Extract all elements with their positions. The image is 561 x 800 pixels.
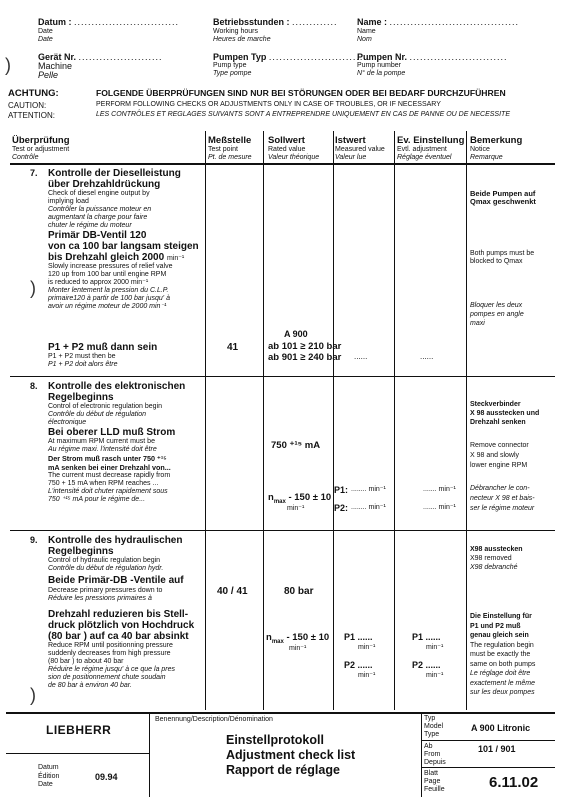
section-9-soll-unit: min⁻¹ (289, 645, 307, 652)
name-label: Name : ..................................... (357, 17, 520, 27)
ab-label: Ab From Depuis (424, 743, 446, 766)
section-8-p1-label: P1: (334, 485, 349, 495)
geraet-label: Gerät Nr. ........................ (38, 52, 163, 62)
section-9-einst-p2-unit: min⁻¹ (426, 672, 444, 679)
footer-divider-2 (421, 712, 422, 797)
section-9-messstelle: 40 / 41 (217, 586, 248, 597)
section-8-bemerkung-en: Remove connector X 98 and slowly lower engine RPM (470, 442, 529, 469)
section-9-ist-p1-unit: min⁻¹ (358, 644, 376, 651)
attention-text: LES CONTRÔLES ET REGLAGES SUIVANTS SONT A ENTREPRENDRE UNIQUEMENT EN CAS DE PANNE OU DE NECESSITE (96, 111, 510, 118)
datum-footer-label: Datum Édition Date (38, 764, 60, 788)
section-7-soll-model: A 900 (284, 329, 308, 339)
section-8-einst-p2[interactable]: ....... min⁻¹ (423, 504, 456, 511)
section-8-soll-unit: min⁻¹ (287, 505, 305, 512)
section-9-text: Kontrolle des hydraulischen Regelbeginns Control of hydraulic regulation begin Contrôle du début de régulation hydr. Beide Primär-DB -Ventile auf Decrease primary pressures down to Réduire les pressions primaires à Drehzahl reduzieren bis Stell- druck plötzlich von Hochdruck (80 bar ) auf ca 40 bar absinkt Reduce RPM until positionning pressure suddenly decreases from high pressure (80 bar ) to about 40 bar Réduire le régime jusqu' à ce que la pres sion de positionnement chute soudain de 80 bar à environ 40 bar. (48, 535, 195, 689)
liebherr-logo: LIEBHERR (46, 723, 112, 737)
section-9-ist-p2[interactable]: P2 ...... (344, 660, 373, 670)
section-8-soll-ma: 750 ⁺¹⁵ mA (271, 440, 321, 451)
col-divider-2 (263, 131, 264, 710)
pumpentyp-label: Pumpen Typ ............................. (213, 52, 371, 62)
section-8-number: 8. (30, 381, 38, 391)
footer-ab-rule (421, 767, 555, 768)
section-9-einst-p1[interactable]: P1 ...... (412, 632, 441, 642)
section-divider-8-9 (10, 530, 555, 531)
section-7-result: P1 + P2 muß dann sein P1 + P2 must then be P1 + P2 doit alors être (48, 342, 158, 368)
col-divider-1 (205, 131, 206, 710)
pumpentyp-fr: Type pompe (213, 70, 252, 77)
section-8-soll-n: $n_{max} - 150 \pm 10$ (268, 492, 332, 505)
section-9-einst-p2[interactable]: P2 ...... (412, 660, 441, 670)
col-messstelle: Meßstelle Test point Pt. de mesure (208, 135, 252, 161)
pumpennr-fr: N° de la pompe (357, 70, 406, 77)
section-9-soll-bar: 80 bar (284, 586, 314, 597)
col-divider-3 (333, 131, 334, 710)
section-7-number: 7. (30, 168, 38, 178)
pumpennr-en: Pump number (357, 62, 401, 69)
footer-top-rule (6, 712, 555, 714)
section-9-bemerkung: Die Einstellung für P1 und P2 muß genau gleich sein The regulation begin must be exactly the same on both pumps Le réglage doit être exactement le même sur les deux pompes (470, 613, 536, 696)
section-7-bemerkung: Beide Pumpen auf Qmax geschwenkt (470, 189, 536, 206)
document-title: Einstellprotokoll Adjustment check list Rapport de réglage (226, 733, 356, 777)
punch-hole-mark: ) (30, 278, 36, 298)
section-7-bemerkung-en: Both pumps must be blocked to Qmax (470, 250, 535, 265)
name-en: Name (357, 28, 376, 35)
section-7-soll-2: ab 901 ≥ 240 bar (268, 352, 342, 363)
ab-value: 101 / 901 (478, 744, 516, 754)
section-7-messstelle: 41 (227, 342, 239, 353)
attention-label: ATTENTION: (8, 111, 55, 120)
caution-text: PERFORM FOLLOWING CHECKS OR ADJUSTMENTS ONLY IN CASE OF TROUBLES, OR IF NECESSARY (96, 101, 441, 108)
betriebsstunden-en: Working hours (213, 28, 259, 35)
geraet-fr: Pelle (38, 70, 59, 80)
section-divider-7-8 (10, 376, 555, 377)
section-8-ist-p2[interactable]: ........ min⁻¹ (351, 504, 386, 511)
footer-divider-1 (149, 712, 150, 797)
blatt-value: 6.11.02 (489, 774, 539, 791)
section-9-bemerkung-x98: X98 ausstecken X98 removed X98 debranché (470, 546, 523, 571)
datum-en: Date (38, 28, 53, 35)
header-rule (10, 163, 555, 165)
col-sollwert: Sollwert Rated value Valeur théorique (268, 135, 320, 161)
section-7-einstellung[interactable]: ...... (420, 352, 434, 361)
pumpentyp-en: Pump type (213, 62, 247, 69)
datum-fr: Date (38, 36, 53, 43)
betriebsstunden-label: Betriebsstunden : ............. (213, 17, 338, 27)
section-8-ist-p1[interactable]: ........ min⁻¹ (351, 486, 386, 493)
section-8-bemerkung-fr: Débrancher le con- necteur X 98 et bais- ser le régime moteur (470, 485, 535, 512)
section-9-ist-p2-unit: min⁻¹ (358, 672, 376, 679)
punch-hole-mark: ) (30, 685, 36, 705)
col-pruefung: Überprüfung Test or adjustment Contrôle (12, 135, 70, 161)
section-7-text: Kontrolle der Dieselleistung über Drehzahldrückung Check of diesel engine output by implying load Contrôler la puissance moteur en augmentant la charge pour faire chuter le régime du moteur Primär DB-Ventil 120 von ca 100 bar langsam steigen bis Drehzahl gleich 2000 min⁻¹ Slowly increase pressures of relief valve 120 up from 100 bar until engine RPM is reduced to approx 2000 min⁻¹ Monter lentement la pression du C.L.P. primaire120 à partir de 100 bar jusqu' à avoir un régime moteur de 2000 min⁻¹ (48, 168, 199, 310)
achtung-label: ACHTUNG: (8, 88, 59, 99)
datum-footer-value: 09.94 (95, 772, 118, 782)
achtung-text: FOLGENDE ÜBERPRÜFUNGEN SIND NUR BEI STÖRUNGEN ODER BEI BEDARF DURCHZUFÜHREN (96, 88, 506, 98)
col-divider-4 (394, 131, 395, 710)
typ-value: A 900 Litronic (471, 723, 531, 733)
section-8-text: Kontrolle des elektronischen Regelbeginns Control of electronic regulation begin Contrôle du début de régulation électronique Bei oberer LLD muß Strom At maximum RPM current must be Au régime maxi. l'intensité doit être Der Strom muß rasch unter 750 ⁺¹⁵ mA senken bei einer Drehzahl von... The current must decrease rapidly from 750 + 15 mA when RPM reaches ... L'intensité doit chuter rapidement sous 750 ⁺¹⁵ mA pour le régime de... (48, 381, 186, 503)
col-bemerkung: Bemerkung Notice Remarque (470, 135, 523, 161)
caution-label: CAUTION: (8, 101, 47, 110)
section-8-bemerkung-de: Steckverbinder X 98 ausstecken und Drehzahl senken (470, 401, 540, 426)
section-9-einst-p1-unit: min⁻¹ (426, 644, 444, 651)
col-divider-5 (466, 131, 467, 710)
section-7-istwert[interactable]: ...... (354, 352, 368, 361)
betriebsstunden-fr: Heures de marche (213, 36, 271, 43)
section-9-ist-p1[interactable]: P1 ...... (344, 632, 373, 642)
pumpennr-label: Pumpen Nr. ............................ (357, 52, 508, 62)
datum-label: Datum : .............................. (38, 17, 180, 27)
section-8-einst-p1[interactable]: ....... min⁻¹ (423, 486, 456, 493)
section-7-soll-1: ab 101 ≥ 210 bar (268, 341, 342, 352)
name-fr: Nom (357, 36, 372, 43)
geraet-en: Machine (38, 61, 73, 71)
section-9-number: 9. (30, 535, 38, 545)
benennung-label: Benennung/Description/Dénomination (155, 716, 273, 723)
punch-hole-mark: ) (5, 55, 11, 75)
section-8-p2-label: P2: (334, 503, 349, 513)
footer-logo-rule (6, 753, 149, 754)
typ-label: Typ Model Type (424, 715, 444, 738)
section-9-soll-n: $n_{max} - 150 \pm 10$ (266, 632, 330, 645)
col-istwert: Istwert Measured value Valeur lue (335, 135, 385, 161)
section-7-bemerkung-fr: Bloquer les deux pompes en angle maxi (470, 302, 524, 327)
col-einstellung: Ev. Einstellung Evtl. adjustment Réglage éventuel (397, 135, 465, 161)
blatt-label: Blatt Page Feuille (424, 770, 445, 793)
footer-typ-rule (421, 740, 555, 741)
